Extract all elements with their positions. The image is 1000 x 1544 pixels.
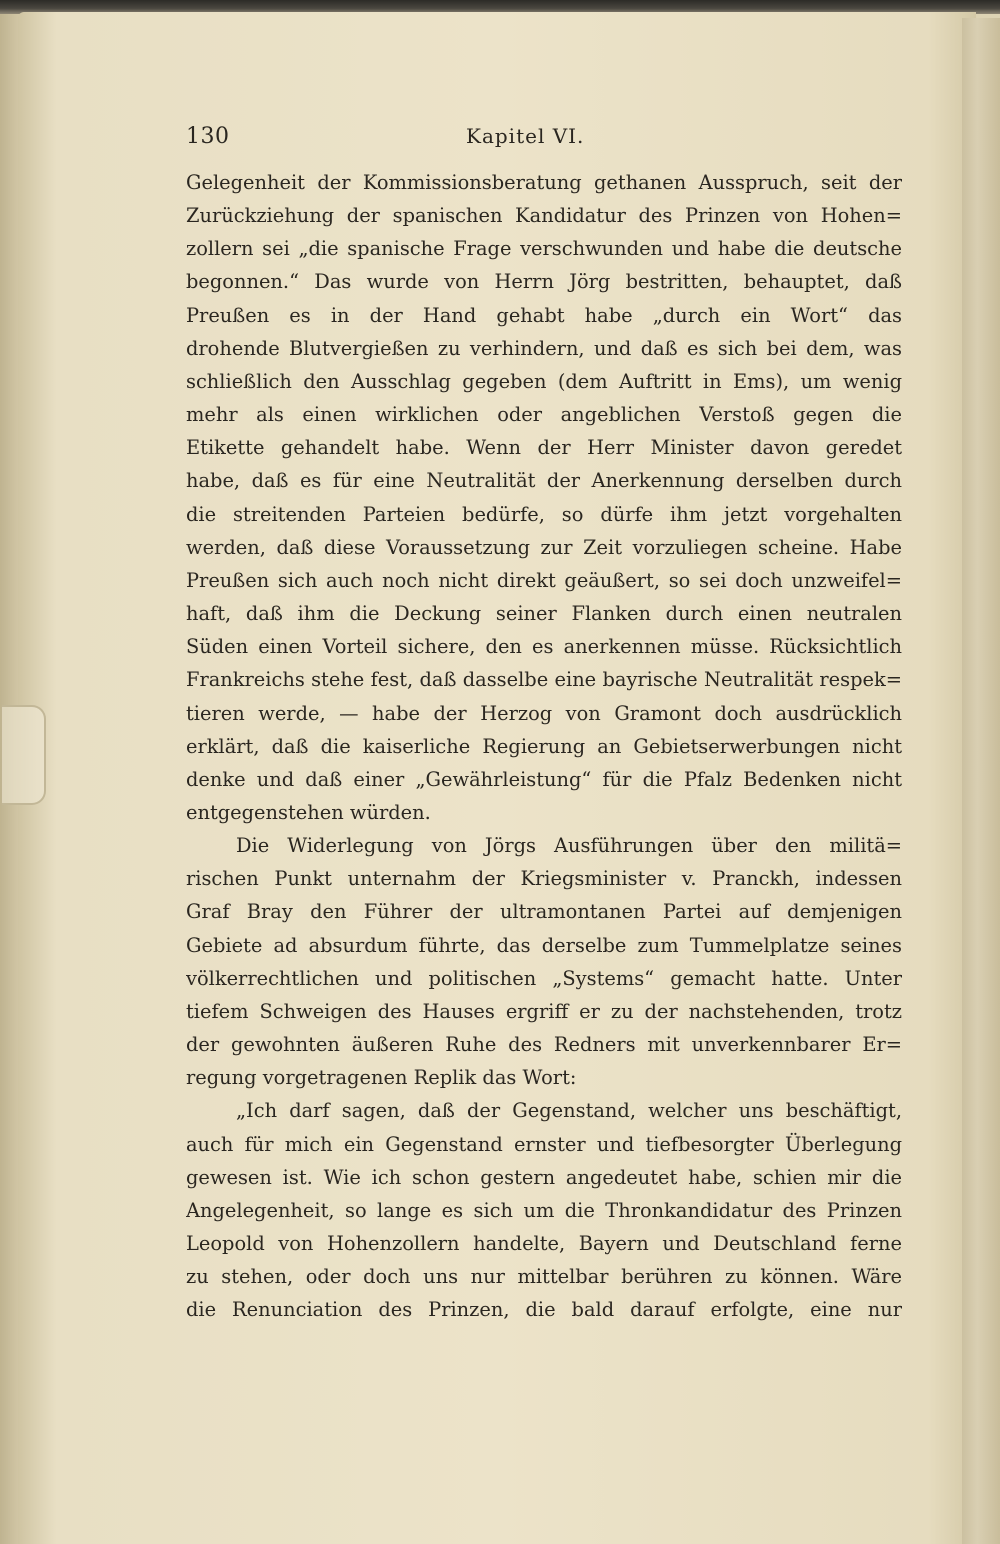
text-line: drohende Blutvergießen zu verhindern, und daß es sich bei dem, was bbox=[186, 336, 902, 360]
text-line: tieren werde, — habe der Herzog von Gramont doch ausdrücklich bbox=[186, 701, 902, 725]
text-line: Gelegenheit der Kommissionsberatung gethanen Ausspruch, seit der bbox=[186, 171, 902, 194]
text-line: Angelegenheit, so lange es sich um die Thronkandidatur des Prinzen bbox=[186, 1198, 902, 1222]
text-line: Preußen sich auch noch nicht direkt geäußert, so sei doch unzweifel= bbox=[186, 568, 902, 592]
text-line: Zurückziehung der spanischen Kandidatur des Prinzen von Hohen= bbox=[186, 204, 902, 228]
text-line: denke und daß einer „Gewährleistung“ für die Pfalz Bedenken nicht bbox=[186, 767, 902, 791]
text-line: Graf Bray den Führer der ultramontanen Partei auf demjenigen bbox=[186, 900, 902, 924]
text-line: die streitenden Parteien bedürfe, so dürfe ihm jetzt vorgehalten bbox=[186, 502, 902, 526]
page-right-edge bbox=[962, 18, 1000, 1544]
text-line: erklärt, daß die kaiserliche Regierung an Gebietserwerbungen nicht bbox=[186, 734, 902, 758]
text-line: tiefem Schweigen des Hauses ergriff er zu der nachstehenden, trotz bbox=[186, 999, 902, 1023]
text-line: werden, daß diese Voraussetzung zur Zeit vorzuliegen scheine. Habe bbox=[186, 535, 902, 559]
text-line: rischen Punkt unternahm der Kriegsminister v. Pranckh, indessen bbox=[186, 867, 902, 891]
text-line: Etikette gehandelt habe. Wenn der Herr Minister davon geredet bbox=[186, 436, 902, 460]
bookmark-tab bbox=[2, 705, 46, 805]
text-line: „Ich darf sagen, daß der Gegenstand, welcher uns beschäftigt, bbox=[236, 1099, 902, 1123]
text-line: regung vorgetragenen Replik das Wort: bbox=[186, 1066, 577, 1090]
body-text bbox=[186, 166, 902, 1326]
text-line: begonnen.“ Das wurde von Herrn Jörg bestritten, behauptet, daß bbox=[186, 270, 902, 294]
paragraph bbox=[186, 829, 902, 1094]
text-line: mehr als einen wirklichen oder angeblichen Verstoß gegen die bbox=[186, 403, 902, 427]
text-line: schließlich den Ausschlag gegeben (dem Auftritt in Ems), um wenig bbox=[186, 369, 902, 393]
text-line: die Renunciation des Prinzen, die bald darauf erfolgte, eine nur bbox=[186, 1298, 902, 1322]
text-line: Leopold von Hohenzollern handelte, Bayern und Deutschland ferne bbox=[186, 1232, 902, 1255]
text-line: völkerrechtlichen und politischen „Systems“ gemacht hatte. Unter bbox=[186, 966, 902, 990]
text-line: Süden einen Vorteil sichere, den es anerkennen müsse. Rücksichtlich bbox=[186, 635, 902, 659]
text-line: entgegenstehen würden. bbox=[186, 800, 431, 824]
text-line: Preußen es in der Hand gehabt habe „durch ein Wort“ das bbox=[186, 303, 902, 327]
paragraph bbox=[186, 166, 902, 829]
paragraph bbox=[186, 1094, 902, 1326]
text-line: der gewohnten äußeren Ruhe des Redners mit unverkennbarer Er= bbox=[186, 1033, 902, 1057]
text-line: Gebiete ad absurdum führte, das derselbe zum Tummelplatze seines bbox=[186, 933, 902, 957]
text-line: habe, daß es für eine Neutralität der Anerkennung derselben durch bbox=[186, 469, 902, 493]
text-line: gewesen ist. Wie ich schon gestern angedeutet habe, schien mir die bbox=[186, 1165, 902, 1189]
text-line: zollern sei „die spanische Frage verschwunden und habe die deutsche bbox=[186, 237, 902, 261]
page-number: 130 bbox=[186, 124, 230, 149]
text-line: Die Widerlegung von Jörgs Ausführungen über den militä= bbox=[236, 834, 902, 858]
page-header bbox=[186, 124, 902, 158]
text-line: zu stehen, oder doch uns nur mittelbar berühren zu können. Wäre bbox=[186, 1265, 902, 1289]
text-line: auch für mich ein Gegenstand ernster und tiefbesorgter Überlegung bbox=[186, 1132, 902, 1156]
running-head: Kapitel VI. bbox=[466, 124, 585, 148]
text-line: Frankreichs stehe fest, daß dasselbe eine bayrische Neutralität respek= bbox=[186, 668, 902, 692]
text-line: haft, daß ihm die Deckung seiner Flanken durch einen neutralen bbox=[186, 602, 902, 626]
